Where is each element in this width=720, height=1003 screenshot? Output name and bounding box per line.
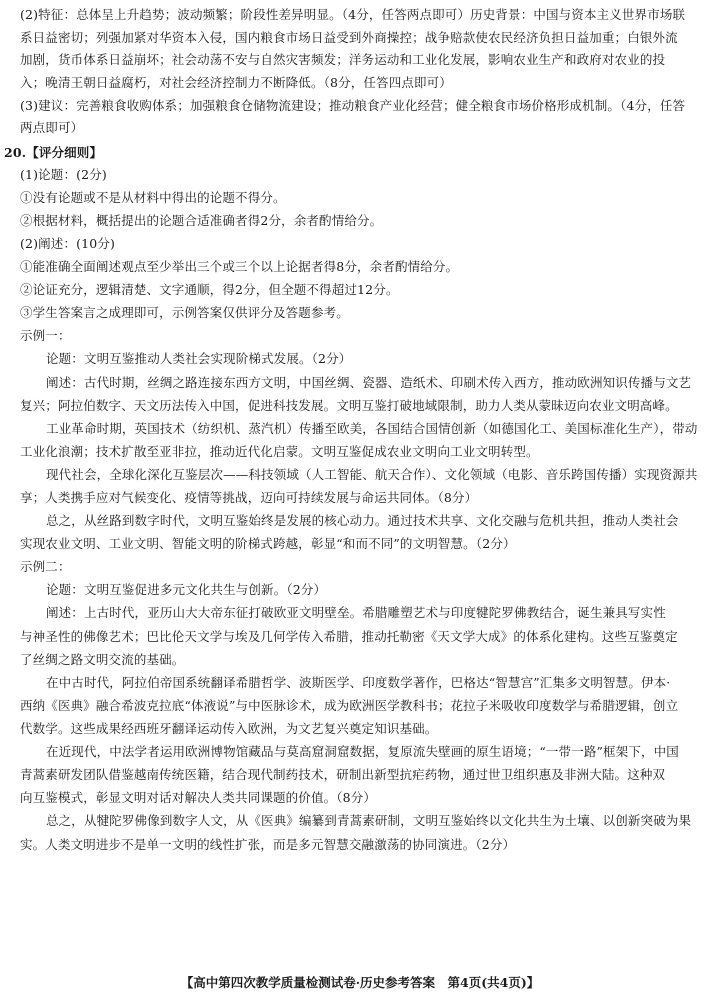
question-heading: 20.【评分细则】 <box>4 145 103 160</box>
text-line: ①能准确全面阐述观点至少举出三个或三个以上论据者得8分，余者酌情给分。 <box>20 259 459 274</box>
text-line: 西纳《医典》融合希波克拉底“体液说”与中医脉诊术，成为欧洲医学教科书；花拉子米吸收印度数学与希腊逻辑，创立 <box>20 698 679 713</box>
text-line: 入；晚清王朝日益腐朽，对社会经济控制力不断降低。（8分，任答四点即可） <box>20 75 452 90</box>
example-heading: 示例一： <box>20 328 71 343</box>
text-line: 论题：文明互鉴促进多元文化共生与创新。（2分） <box>46 582 327 597</box>
text-line: 总之，从犍陀罗佛像到数字人文，从《医典》编纂到青蒿素研制，文明互鉴始终以文化共生为土壤、以创新突破为果 <box>46 813 692 828</box>
text-line: ③学生答案言之成理即可，示例答案仅供评分及答题参考。 <box>20 305 349 320</box>
text-line: 工业革命时期，英国技术（纺织机、蒸汽机）传播至欧美，各国结合国情创新（如德国化工、美国标准化生产），带动 <box>46 421 698 436</box>
text-line: 阐述：古代时期，丝绸之路连接东西方文明，中国丝绸、瓷器、造纸术、印刷术传入西方，推动欧洲知识传播与文艺 <box>46 375 692 390</box>
text-line: ①没有论题或不是从材料中得出的论题不得分。 <box>20 190 286 205</box>
text-line: 向互鉴模式，彰显文明对话对解决人类共同课题的价值。（8分） <box>20 790 377 805</box>
text-line: 两点即可） <box>20 120 84 135</box>
text-line: 阐述：上古时代，亚历山大大帝东征打破欧亚文明壁垒。希腊雕塑艺术与印度犍陀罗佛教结合，诞生兼具写实性 <box>46 605 666 620</box>
text-line: 加剧，货币体系日益崩坏；社会动荡不安与自然灾害频发；洋务运动和工业化发展，影响农业生产和政府对农业的投 <box>20 52 666 67</box>
page-footer: 【高中第四次教学质量检测试卷·历史参考答案 第4页(共4页)】 <box>180 975 540 990</box>
text-line: 代数学。这些成果经西班牙翻译运动传入欧洲，为文艺复兴奠定知识基础。 <box>20 721 438 736</box>
text-line: 青蒿素研发团队借鉴越南传统医籍，结合现代制药技术，研制出新型抗疟药物，通过世卫组织惠及非洲大陆。这种双 <box>20 767 666 782</box>
text-line: 在近现代，中法学者运用欧洲博物馆藏品与莫高窟洞窟数据，复原流失壁画的原生语境；“一带一路”框架下，中国 <box>46 744 679 759</box>
text-line: 论题：文明互鉴推动人类社会实现阶梯式发展。（2分） <box>46 351 352 366</box>
text-line: 实。人类文明进步不是单一文明的线性扩张，而是多元智慧交融激荡的协同演进。（2分） <box>20 837 516 852</box>
text-line: 复兴；阿拉伯数字、天文历法传入中国，促进科技发展。文明互鉴打破地域限制，助力人类从蒙昧迈向农业文明高峰。 <box>20 398 678 413</box>
text-line: 与神圣性的佛像艺术；巴比伦天文学与埃及几何学传入希腊，推动托勒密《天文学大成》的体系化建构。这些互鉴奠定 <box>20 629 678 644</box>
text-line: ②论证充分，逻辑清楚、文字通顺，得2分，但全题不得超过12分。 <box>20 282 399 297</box>
text-line: 系日益密切；列强加紧对华资本入侵，国内粮食市场日益受到外商操控；战争赔款使农民经济负担日益加重；白银外流 <box>20 30 678 45</box>
text-line: 了丝绸之路文明交流的基础。 <box>20 652 185 667</box>
text-line: 总之，从丝路到数字时代，文明互鉴始终是发展的核心动力。通过技术共享、文化交融与危机共担，推动人类社会 <box>46 513 679 528</box>
text-line: 在中古时代，阿拉伯帝国系统翻译希腊哲学、波斯医学、印度数学著作，巴格达“智慧宫”汇集多文明智慧。伊本· <box>46 675 671 690</box>
example-heading: 示例二： <box>20 559 71 574</box>
text-line: 实现农业文明、工业文明、智能文明的阶梯式跨越，彰显“和而不同”的文明智慧。（2分） <box>20 536 516 551</box>
text-line: (2)特征：总体呈上升趋势；波动频繁；阶段性差异明显。（4分，任答两点即可）历史背景：中国与资本主义世界市场联 <box>20 7 686 22</box>
text-line: 享；人类携手应对气候变化、疫情等挑战，迈向可持续发展与命运共同体。（8分） <box>20 490 478 505</box>
text-line: (2)阐述：(10分) <box>20 236 116 251</box>
text-line: ②根据材料，概括提出的论题合适准确者得2分，余者酌情给分。 <box>20 213 383 228</box>
text-line: (1)论题：(2分) <box>20 167 107 182</box>
text-line: 工业化浪潮；技术扩散至亚非拉，推动近代化启蒙。文明互鉴促成农业文明向工业文明转型。 <box>20 444 539 459</box>
text-line: (3)建议：完善粮食收购体系；加强粮食仓储物流建设；推动粮食产业化经营；健全粮食市场价格形成机制。（4分，任答 <box>20 98 686 113</box>
text-line: 现代社会，全球化深化互鉴层次——科技领域（人工智能、航天合作）、文化领域（电影、音乐跨国传播）实现资源共 <box>46 467 698 482</box>
